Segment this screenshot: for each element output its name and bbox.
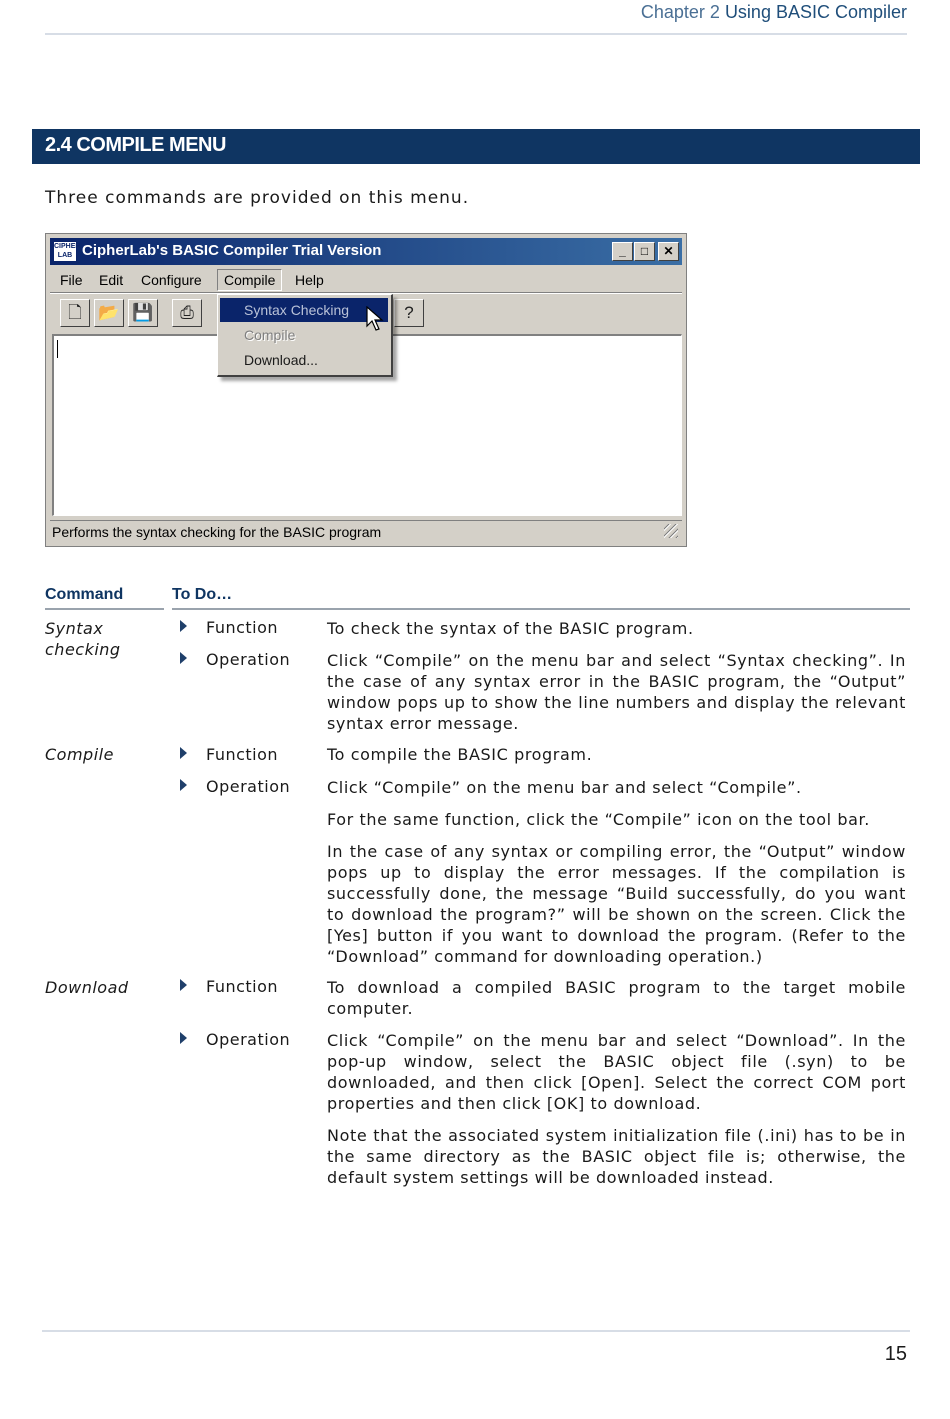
new-icon[interactable]: 🗋	[60, 299, 90, 327]
operation-description: In the case of any syntax or compiling error, the “Output” window pops up to display the error messages. If the compilation is successfully done, the message “Build successfully, do you want to download the program?” will be shown on the screen. Click the [Yes] button if you want to download the program. (Refer to the “Download” command for downloading operation.)	[327, 842, 906, 966]
function-label: Function	[180, 976, 278, 997]
window-title: CipherLab's BASIC Compiler Trial Version	[82, 242, 382, 259]
status-text: Performs the syntax checking for the BASIC program	[52, 524, 382, 540]
function-description: To check the syntax of the BASIC program.	[327, 619, 694, 638]
command-compile: Compile	[45, 745, 114, 764]
mouse-pointer-icon	[366, 306, 384, 332]
menu-configure[interactable]: Configure	[141, 272, 202, 288]
operation-label: Operation	[180, 649, 290, 670]
running-header	[641, 2, 907, 23]
header-underline-command	[45, 608, 164, 610]
menu-edit[interactable]: Edit	[99, 272, 124, 288]
column-header-todo: To Do…	[172, 586, 233, 603]
bullet-arrow-icon	[180, 779, 187, 791]
operation-label: Operation	[180, 1029, 290, 1050]
minimize-button[interactable]: _	[612, 242, 633, 261]
menu-item-compile[interactable]: Compile	[244, 327, 296, 343]
print-icon[interactable]: ⎙	[172, 299, 202, 327]
cipherlab-logo-icon: CIPHER LAB	[53, 241, 77, 262]
chapter-label: Chapter 2	[640, 2, 720, 22]
operation-description: Click “Compile” on the menu bar and select “Download”. In the pop-up window, select the BASIC object file (.syn) to be downloaded, and then click [Open]. Select the correct COM port properties and then click [OK] to download.	[327, 1031, 906, 1113]
operation-description: Click “Compile” on the menu bar and select “Compile”.	[327, 778, 802, 797]
header-underline-todo	[172, 608, 910, 610]
operation-description: For the same function, click the “Compile” icon on the tool bar.	[327, 810, 870, 829]
function-label: Function	[180, 744, 278, 765]
resize-grip-icon[interactable]	[664, 524, 678, 538]
operation-label: Operation	[180, 776, 290, 797]
menu-item-download[interactable]: Download...	[244, 352, 318, 368]
operation-description: Click “Compile” on the menu bar and select “Syntax checking”. In the case of any syntax error in the BASIC program, the “Output” window pops up to show the line numbers and display the relevant syntax error message.	[327, 651, 906, 733]
column-header-command: Command	[45, 586, 124, 603]
menu-file[interactable]: File	[60, 272, 83, 288]
menu-compile[interactable]: Compile	[217, 269, 282, 291]
section-heading-bar	[32, 129, 920, 164]
bullet-arrow-icon	[180, 620, 187, 632]
text-caret	[57, 340, 58, 358]
menu-bar	[50, 267, 682, 291]
bullet-arrow-icon	[180, 747, 187, 759]
chapter-title: Using BASIC Compiler	[724, 2, 907, 22]
bullet-arrow-icon	[180, 652, 187, 664]
maximize-button[interactable]: □	[634, 242, 655, 261]
section-title: 2.4 COMPILE MENU	[45, 134, 226, 156]
page-number: 15	[884, 1343, 907, 1365]
function-description: To compile the BASIC program.	[327, 745, 593, 764]
bullet-arrow-icon	[180, 1032, 187, 1044]
app-window	[45, 233, 687, 547]
function-label: Function	[180, 617, 278, 638]
status-bar	[50, 520, 682, 542]
save-icon[interactable]: 💾	[128, 299, 158, 327]
footer-rule	[42, 1330, 910, 1332]
close-button[interactable]: ✕	[658, 242, 679, 261]
command-download: Download	[45, 978, 129, 997]
operation-description: Note that the associated system initialization file (.ini) has to be in the same directory as the BASIC object file is; otherwise, the default system settings will be downloaded instead.	[327, 1126, 906, 1187]
bullet-arrow-icon	[180, 979, 187, 991]
title-bar[interactable]	[50, 238, 682, 265]
menu-item-syntax-checking[interactable]: Syntax Checking	[220, 298, 388, 322]
header-rule	[45, 33, 907, 35]
function-description: To download a compiled BASIC program to the target mobile computer.	[327, 978, 906, 1018]
intro-text: Three commands are provided on this menu.	[45, 188, 470, 208]
help-icon[interactable]: ?	[394, 299, 424, 327]
command-syntax-checking: Syntax checking	[45, 619, 121, 659]
open-icon[interactable]: 📂	[94, 299, 124, 327]
menu-help[interactable]: Help	[295, 272, 324, 288]
